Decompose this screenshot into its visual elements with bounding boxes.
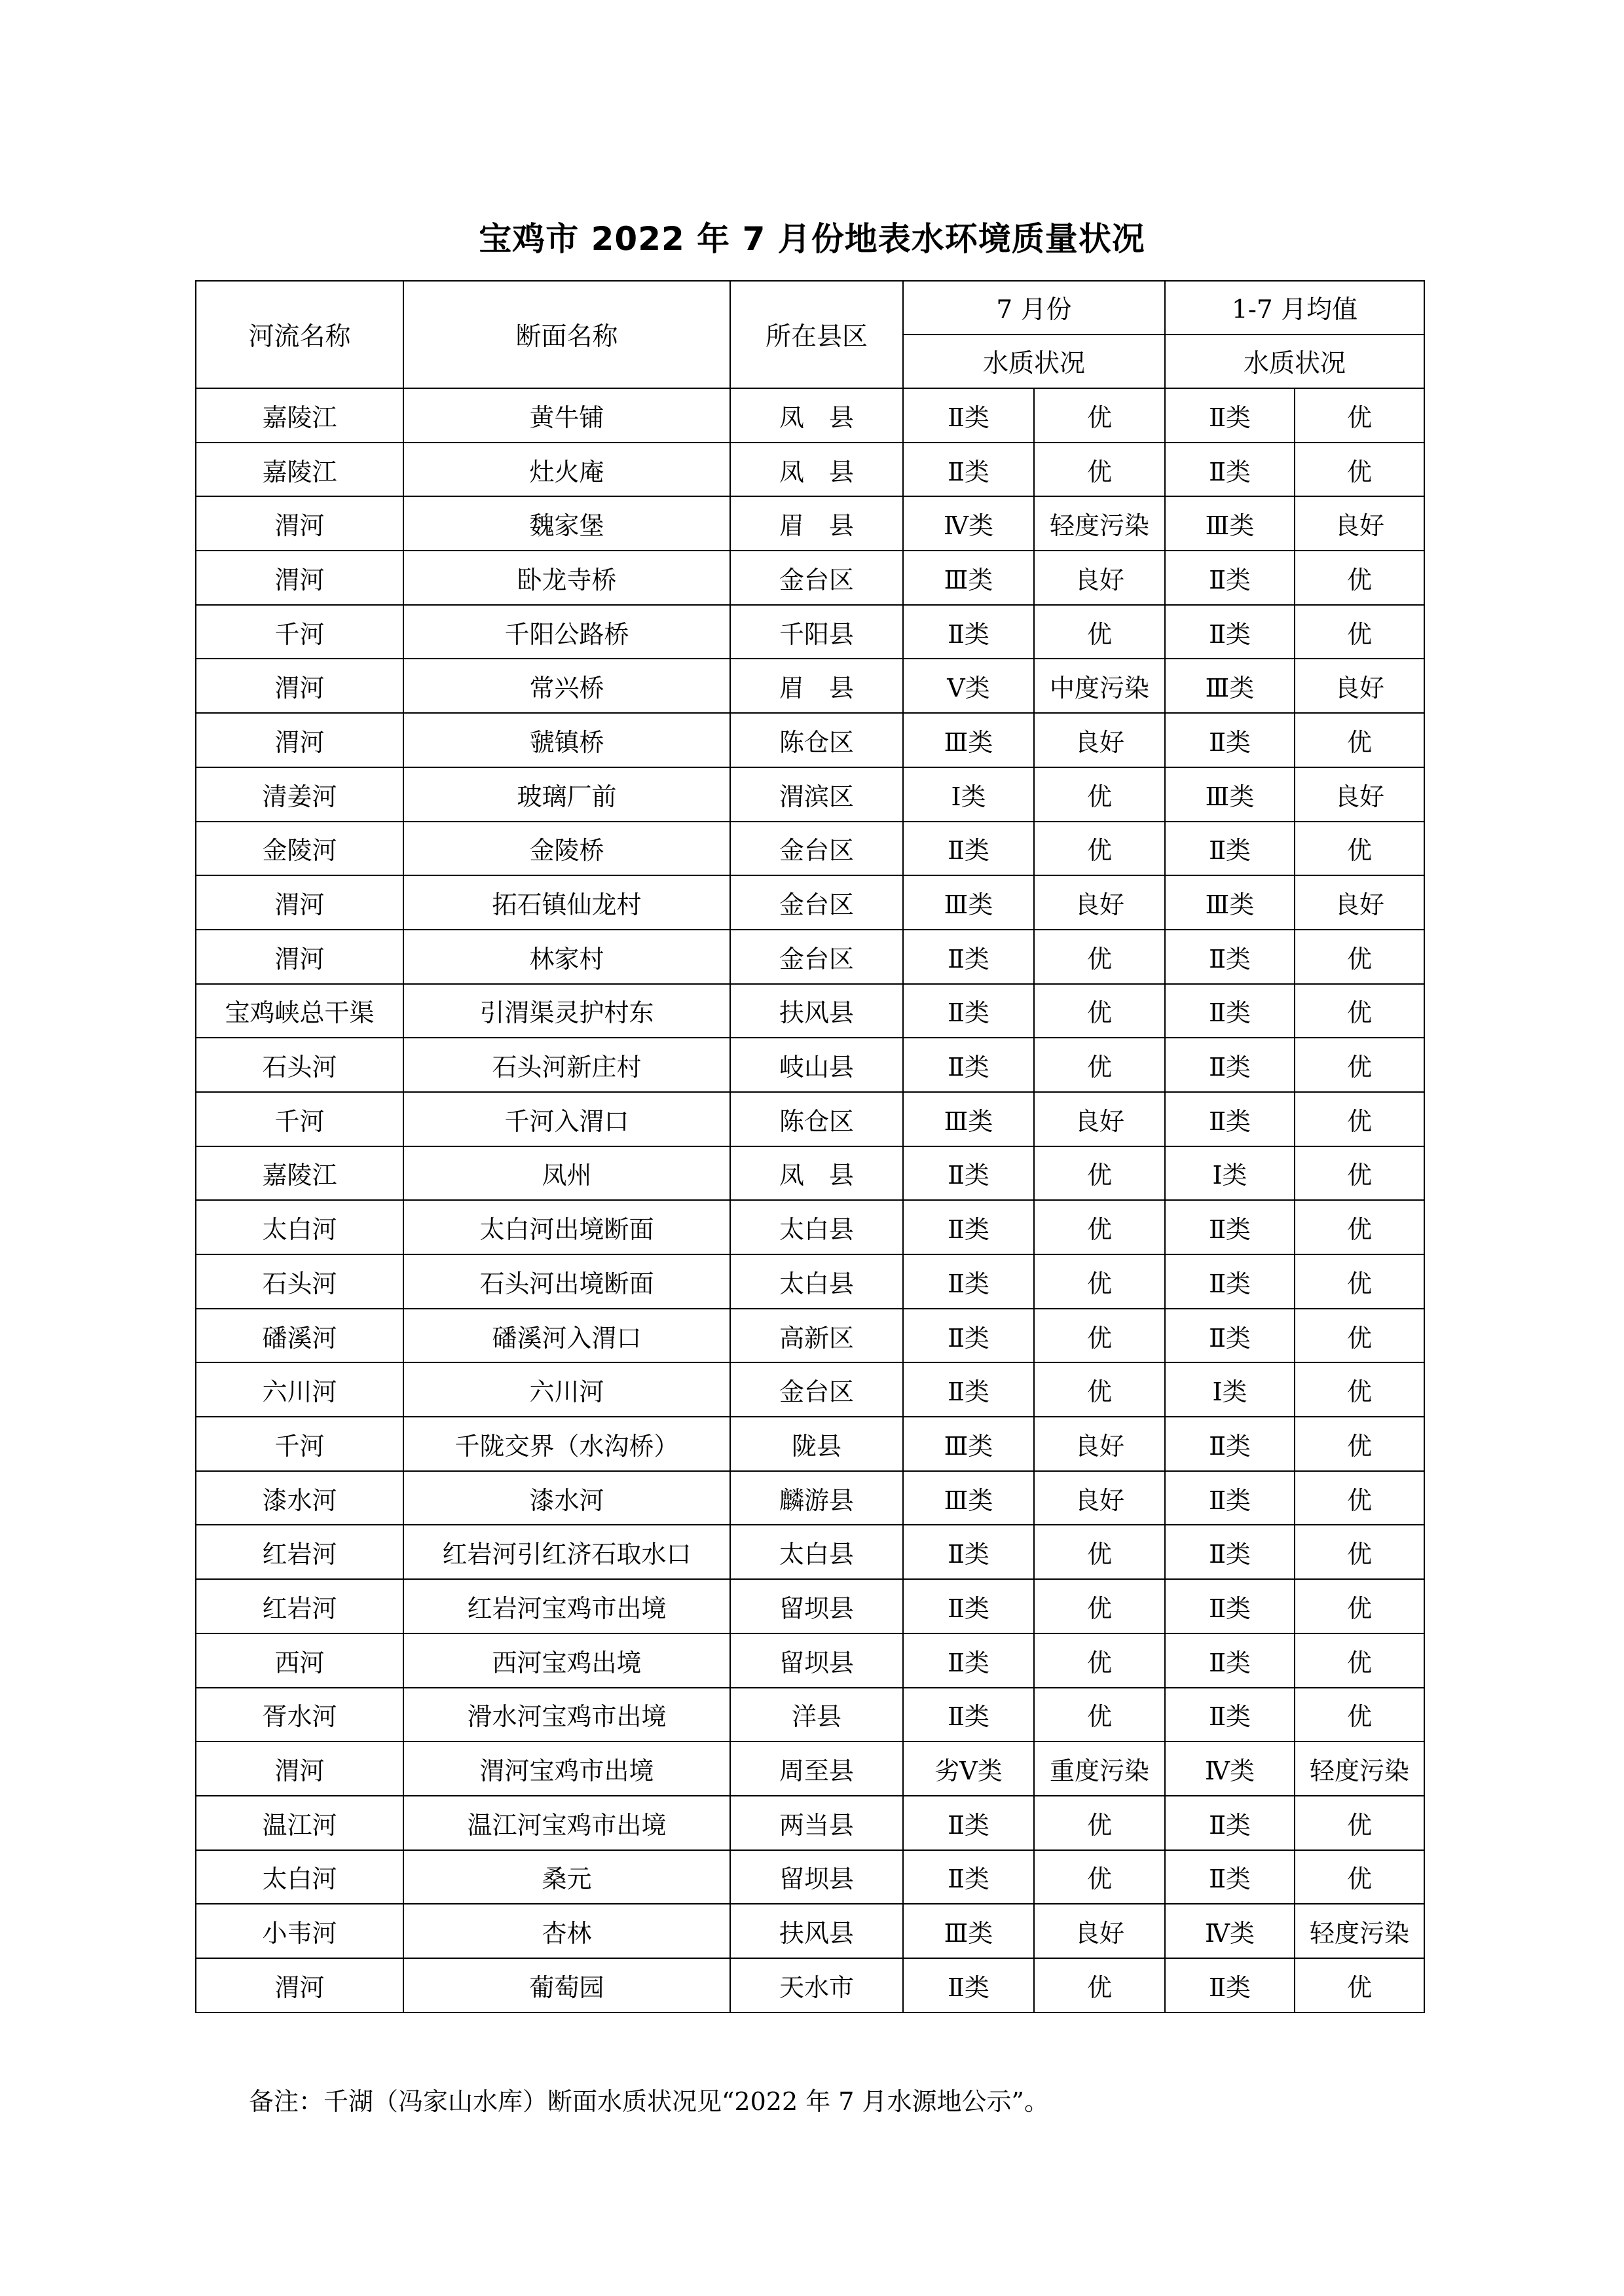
table-row	[196, 1200, 1424, 1254]
section-cell: 红岩河引红济石取水口	[403, 1525, 730, 1579]
river-cell: 温江河	[196, 1796, 403, 1850]
average-class-cell: Ⅱ类	[1165, 1092, 1295, 1146]
section-cell: 石头河出境断面	[403, 1254, 730, 1309]
river-cell: 清姜河	[196, 767, 403, 822]
month-class-cell: Ⅲ类	[903, 551, 1034, 605]
month-class-cell: Ⅱ类	[903, 1688, 1034, 1742]
month-class-cell: Ⅱ类	[903, 443, 1034, 497]
river-cell: 嘉陵江	[196, 388, 403, 443]
month-class-cell: Ⅱ类	[903, 1038, 1034, 1092]
river-cell: 嘉陵江	[196, 1146, 403, 1201]
month-class-cell: Ⅰ类	[903, 767, 1034, 822]
average-class-cell: Ⅱ类	[1165, 388, 1295, 443]
table-row	[196, 443, 1424, 497]
month-class-cell: Ⅱ类	[903, 1309, 1034, 1363]
table-row	[196, 659, 1424, 713]
average-class-cell: Ⅱ类	[1165, 713, 1295, 767]
month-class-cell: Ⅱ类	[903, 1525, 1034, 1579]
river-cell: 渭河	[196, 875, 403, 930]
month-status-cell: 优	[1034, 1579, 1165, 1633]
average-status-cell: 优	[1295, 1688, 1424, 1742]
month-class-cell: Ⅱ类	[903, 388, 1034, 443]
river-cell: 红岩河	[196, 1525, 403, 1579]
section-cell: 卧龙寺桥	[403, 551, 730, 605]
county-cell: 太白县	[730, 1525, 903, 1579]
county-cell: 千阳县	[730, 605, 903, 659]
table-row	[196, 1525, 1424, 1579]
average-status-cell: 良好	[1295, 767, 1424, 822]
average-status-cell: 优	[1295, 1309, 1424, 1363]
section-cell: 拓石镇仙龙村	[403, 875, 730, 930]
river-cell: 渭河	[196, 659, 403, 713]
table-row	[196, 930, 1424, 984]
month-status-cell: 优	[1034, 1958, 1165, 2013]
river-cell: 红岩河	[196, 1579, 403, 1633]
table-row	[196, 551, 1424, 605]
county-cell: 留坝县	[730, 1633, 903, 1688]
table-row	[196, 1092, 1424, 1146]
month-status-cell: 优	[1034, 1525, 1165, 1579]
month-status-cell: 良好	[1034, 875, 1165, 930]
table-body	[196, 388, 1424, 2013]
average-class-cell: Ⅱ类	[1165, 605, 1295, 659]
river-cell: 六川河	[196, 1362, 403, 1417]
county-cell: 扶风县	[730, 1904, 903, 1958]
table-row	[196, 1362, 1424, 1417]
river-cell: 磻溪河	[196, 1309, 403, 1363]
section-cell: 林家村	[403, 930, 730, 984]
county-cell: 高新区	[730, 1309, 903, 1363]
river-cell: 渭河	[196, 713, 403, 767]
month-status-cell: 良好	[1034, 1092, 1165, 1146]
month-status-cell: 优	[1034, 767, 1165, 822]
table-row	[196, 984, 1424, 1038]
month-class-cell: Ⅱ类	[903, 1850, 1034, 1904]
county-cell: 扶风县	[730, 984, 903, 1038]
table-row	[196, 1417, 1424, 1471]
river-cell: 太白河	[196, 1850, 403, 1904]
month-class-cell: Ⅲ类	[903, 1904, 1034, 1958]
section-cell: 常兴桥	[403, 659, 730, 713]
section-cell: 葡萄园	[403, 1958, 730, 2013]
average-class-cell: Ⅲ类	[1165, 875, 1295, 930]
average-status-cell: 优	[1295, 551, 1424, 605]
river-cell: 渭河	[196, 930, 403, 984]
month-class-cell: Ⅱ类	[903, 1146, 1034, 1201]
average-class-cell: Ⅱ类	[1165, 1525, 1295, 1579]
table-row	[196, 605, 1424, 659]
average-status-cell: 优	[1295, 1092, 1424, 1146]
river-cell: 小韦河	[196, 1904, 403, 1958]
month-status-cell: 良好	[1034, 1417, 1165, 1471]
county-cell: 陇县	[730, 1417, 903, 1471]
average-class-cell: Ⅱ类	[1165, 1200, 1295, 1254]
section-cell: 灶火庵	[403, 443, 730, 497]
month-status-cell: 优	[1034, 930, 1165, 984]
average-status-cell: 优	[1295, 1146, 1424, 1201]
average-class-cell: Ⅱ类	[1165, 822, 1295, 876]
average-status-cell: 良好	[1295, 496, 1424, 551]
month-status-cell: 优	[1034, 605, 1165, 659]
average-status-cell: 优	[1295, 713, 1424, 767]
county-cell: 金台区	[730, 930, 903, 984]
section-cell: 渭河宝鸡市出境	[403, 1741, 730, 1796]
table-row	[196, 1038, 1424, 1092]
river-cell: 渭河	[196, 496, 403, 551]
average-status-cell: 优	[1295, 1633, 1424, 1688]
table-row	[196, 1471, 1424, 1525]
average-class-cell: Ⅲ类	[1165, 767, 1295, 822]
average-class-cell: Ⅲ类	[1165, 659, 1295, 713]
month-class-cell: Ⅲ类	[903, 1092, 1034, 1146]
average-status-cell: 优	[1295, 443, 1424, 497]
footnote: 备注：千湖（冯家山水库）断面水质状况见“2022 年 7 月水源地公示”。	[249, 2087, 1049, 2116]
table-row	[196, 875, 1424, 930]
average-class-cell: Ⅱ类	[1165, 1688, 1295, 1742]
month-class-cell: Ⅳ类	[903, 496, 1034, 551]
section-cell: 引渭渠灵护村东	[403, 984, 730, 1038]
average-class-cell: Ⅲ类	[1165, 496, 1295, 551]
month-status-cell: 优	[1034, 1038, 1165, 1092]
average-status-cell: 优	[1295, 1850, 1424, 1904]
month-class-cell: Ⅴ类	[903, 659, 1034, 713]
river-cell: 千河	[196, 605, 403, 659]
month-class-cell: Ⅱ类	[903, 984, 1034, 1038]
section-cell: 虢镇桥	[403, 713, 730, 767]
table-row	[196, 1254, 1424, 1309]
county-cell: 金台区	[730, 822, 903, 876]
section-cell: 红岩河宝鸡市出境	[403, 1579, 730, 1633]
month-class-cell: Ⅱ类	[903, 822, 1034, 876]
header-average: 1-7 月均值	[1165, 281, 1424, 335]
average-status-cell: 优	[1295, 1579, 1424, 1633]
month-status-cell: 良好	[1034, 1904, 1165, 1958]
month-class-cell: Ⅲ类	[903, 713, 1034, 767]
month-class-cell: Ⅲ类	[903, 1471, 1034, 1525]
page-title: 宝鸡市 2022 年 7 月份地表水环境质量状况	[479, 220, 1145, 258]
average-status-cell: 优	[1295, 1525, 1424, 1579]
county-cell: 渭滨区	[730, 767, 903, 822]
table-row	[196, 1633, 1424, 1688]
table-row	[196, 1741, 1424, 1796]
table-row	[196, 1309, 1424, 1363]
average-status-cell: 优	[1295, 1254, 1424, 1309]
section-cell: 磻溪河入渭口	[403, 1309, 730, 1363]
month-status-cell: 中度污染	[1034, 659, 1165, 713]
month-status-cell: 优	[1034, 1254, 1165, 1309]
average-class-cell: Ⅱ类	[1165, 1958, 1295, 2013]
county-cell: 洋县	[730, 1688, 903, 1742]
county-cell: 两当县	[730, 1796, 903, 1850]
average-class-cell: Ⅱ类	[1165, 1579, 1295, 1633]
county-cell: 陈仓区	[730, 713, 903, 767]
month-status-cell: 轻度污染	[1034, 496, 1165, 551]
county-cell: 金台区	[730, 875, 903, 930]
table-row	[196, 1850, 1424, 1904]
average-status-cell: 良好	[1295, 875, 1424, 930]
month-status-cell: 优	[1034, 1146, 1165, 1201]
section-cell: 千陇交界（水沟桥）	[403, 1417, 730, 1471]
average-status-cell: 优	[1295, 1796, 1424, 1850]
county-cell: 陈仓区	[730, 1092, 903, 1146]
average-class-cell: Ⅱ类	[1165, 1038, 1295, 1092]
table-row	[196, 713, 1424, 767]
month-status-cell: 优	[1034, 1309, 1165, 1363]
section-cell: 六川河	[403, 1362, 730, 1417]
section-cell: 滑水河宝鸡市出境	[403, 1688, 730, 1742]
month-status-cell: 良好	[1034, 713, 1165, 767]
river-cell: 金陵河	[196, 822, 403, 876]
average-status-cell: 优	[1295, 822, 1424, 876]
month-class-cell: Ⅱ类	[903, 605, 1034, 659]
average-class-cell: Ⅱ类	[1165, 1254, 1295, 1309]
average-class-cell: Ⅱ类	[1165, 1633, 1295, 1688]
month-status-cell: 优	[1034, 1200, 1165, 1254]
section-cell: 漆水河	[403, 1471, 730, 1525]
header-section: 断面名称	[403, 281, 730, 388]
county-cell: 眉 县	[730, 496, 903, 551]
header-month-status: 水质状况	[903, 335, 1165, 388]
average-status-cell: 良好	[1295, 659, 1424, 713]
average-status-cell: 轻度污染	[1295, 1904, 1424, 1958]
river-cell: 西河	[196, 1633, 403, 1688]
average-class-cell: Ⅱ类	[1165, 1309, 1295, 1363]
average-class-cell: Ⅰ类	[1165, 1146, 1295, 1201]
table-row	[196, 1796, 1424, 1850]
county-cell: 岐山县	[730, 1038, 903, 1092]
county-cell: 麟游县	[730, 1471, 903, 1525]
month-status-cell: 优	[1034, 1688, 1165, 1742]
river-cell: 渭河	[196, 1741, 403, 1796]
section-cell: 桑元	[403, 1850, 730, 1904]
header-average-status: 水质状况	[1165, 335, 1424, 388]
average-class-cell: Ⅱ类	[1165, 551, 1295, 605]
month-status-cell: 优	[1034, 1796, 1165, 1850]
county-cell: 太白县	[730, 1200, 903, 1254]
section-cell: 魏家堡	[403, 496, 730, 551]
average-status-cell: 优	[1295, 605, 1424, 659]
month-status-cell: 优	[1034, 1633, 1165, 1688]
river-cell: 石头河	[196, 1038, 403, 1092]
table-row	[196, 822, 1424, 876]
month-class-cell: Ⅲ类	[903, 1417, 1034, 1471]
average-status-cell: 优	[1295, 1038, 1424, 1092]
month-class-cell: Ⅲ类	[903, 875, 1034, 930]
average-status-cell: 优	[1295, 1417, 1424, 1471]
section-cell: 杏林	[403, 1904, 730, 1958]
average-status-cell: 优	[1295, 1362, 1424, 1417]
month-class-cell: 劣Ⅴ类	[903, 1741, 1034, 1796]
section-cell: 黄牛铺	[403, 388, 730, 443]
month-class-cell: Ⅱ类	[903, 1796, 1034, 1850]
month-status-cell: 优	[1034, 1850, 1165, 1904]
county-cell: 金台区	[730, 1362, 903, 1417]
month-class-cell: Ⅱ类	[903, 1633, 1034, 1688]
county-cell: 金台区	[730, 551, 903, 605]
table-row	[196, 767, 1424, 822]
river-cell: 渭河	[196, 551, 403, 605]
river-cell: 石头河	[196, 1254, 403, 1309]
average-class-cell: Ⅰ类	[1165, 1362, 1295, 1417]
month-status-cell: 良好	[1034, 1471, 1165, 1525]
river-cell: 嘉陵江	[196, 443, 403, 497]
average-class-cell: Ⅱ类	[1165, 1850, 1295, 1904]
table-row	[196, 1688, 1424, 1742]
county-cell: 凤 县	[730, 443, 903, 497]
month-status-cell: 重度污染	[1034, 1741, 1165, 1796]
table-row	[196, 496, 1424, 551]
river-cell: 千河	[196, 1417, 403, 1471]
section-cell: 太白河出境断面	[403, 1200, 730, 1254]
county-cell: 凤 县	[730, 1146, 903, 1201]
average-class-cell: Ⅳ类	[1165, 1741, 1295, 1796]
month-class-cell: Ⅱ类	[903, 1579, 1034, 1633]
table-row	[196, 388, 1424, 443]
county-cell: 太白县	[730, 1254, 903, 1309]
county-cell: 天水市	[730, 1958, 903, 2013]
river-cell: 太白河	[196, 1200, 403, 1254]
month-status-cell: 优	[1034, 822, 1165, 876]
month-status-cell: 优	[1034, 388, 1165, 443]
header-river: 河流名称	[196, 281, 403, 388]
month-class-cell: Ⅱ类	[903, 1958, 1034, 2013]
section-cell: 石头河新庄村	[403, 1038, 730, 1092]
river-cell: 千河	[196, 1092, 403, 1146]
average-status-cell: 优	[1295, 1200, 1424, 1254]
table-row	[196, 1146, 1424, 1201]
header-county: 所在县区	[730, 281, 903, 388]
county-cell: 留坝县	[730, 1579, 903, 1633]
average-class-cell: Ⅱ类	[1165, 443, 1295, 497]
table-row	[196, 1579, 1424, 1633]
river-cell: 渭河	[196, 1958, 403, 2013]
river-cell: 胥水河	[196, 1688, 403, 1742]
average-class-cell: Ⅱ类	[1165, 930, 1295, 984]
section-cell: 千河入渭口	[403, 1092, 730, 1146]
average-class-cell: Ⅱ类	[1165, 1796, 1295, 1850]
average-class-cell: Ⅳ类	[1165, 1904, 1295, 1958]
month-class-cell: Ⅱ类	[903, 1254, 1034, 1309]
header-row	[196, 281, 1424, 335]
month-status-cell: 优	[1034, 984, 1165, 1038]
county-cell: 凤 县	[730, 388, 903, 443]
section-cell: 千阳公路桥	[403, 605, 730, 659]
water-quality-table	[195, 280, 1425, 2013]
month-class-cell: Ⅱ类	[903, 1200, 1034, 1254]
county-cell: 留坝县	[730, 1850, 903, 1904]
average-status-cell: 优	[1295, 984, 1424, 1038]
average-status-cell: 轻度污染	[1295, 1741, 1424, 1796]
section-cell: 西河宝鸡出境	[403, 1633, 730, 1688]
average-class-cell: Ⅱ类	[1165, 1417, 1295, 1471]
average-class-cell: Ⅱ类	[1165, 984, 1295, 1038]
month-status-cell: 良好	[1034, 551, 1165, 605]
average-status-cell: 优	[1295, 1958, 1424, 2013]
table-row	[196, 1904, 1424, 1958]
month-status-cell: 优	[1034, 443, 1165, 497]
section-cell: 玻璃厂前	[403, 767, 730, 822]
month-class-cell: Ⅱ类	[903, 1362, 1034, 1417]
river-cell: 宝鸡峡总干渠	[196, 984, 403, 1038]
section-cell: 凤州	[403, 1146, 730, 1201]
average-status-cell: 优	[1295, 930, 1424, 984]
county-cell: 周至县	[730, 1741, 903, 1796]
month-status-cell: 优	[1034, 1362, 1165, 1417]
average-status-cell: 优	[1295, 388, 1424, 443]
month-class-cell: Ⅱ类	[903, 930, 1034, 984]
county-cell: 眉 县	[730, 659, 903, 713]
average-class-cell: Ⅱ类	[1165, 1471, 1295, 1525]
section-cell: 温江河宝鸡市出境	[403, 1796, 730, 1850]
average-status-cell: 优	[1295, 1471, 1424, 1525]
river-cell: 漆水河	[196, 1471, 403, 1525]
table-row	[196, 1958, 1424, 2013]
header-month: 7 月份	[903, 281, 1165, 335]
section-cell: 金陵桥	[403, 822, 730, 876]
